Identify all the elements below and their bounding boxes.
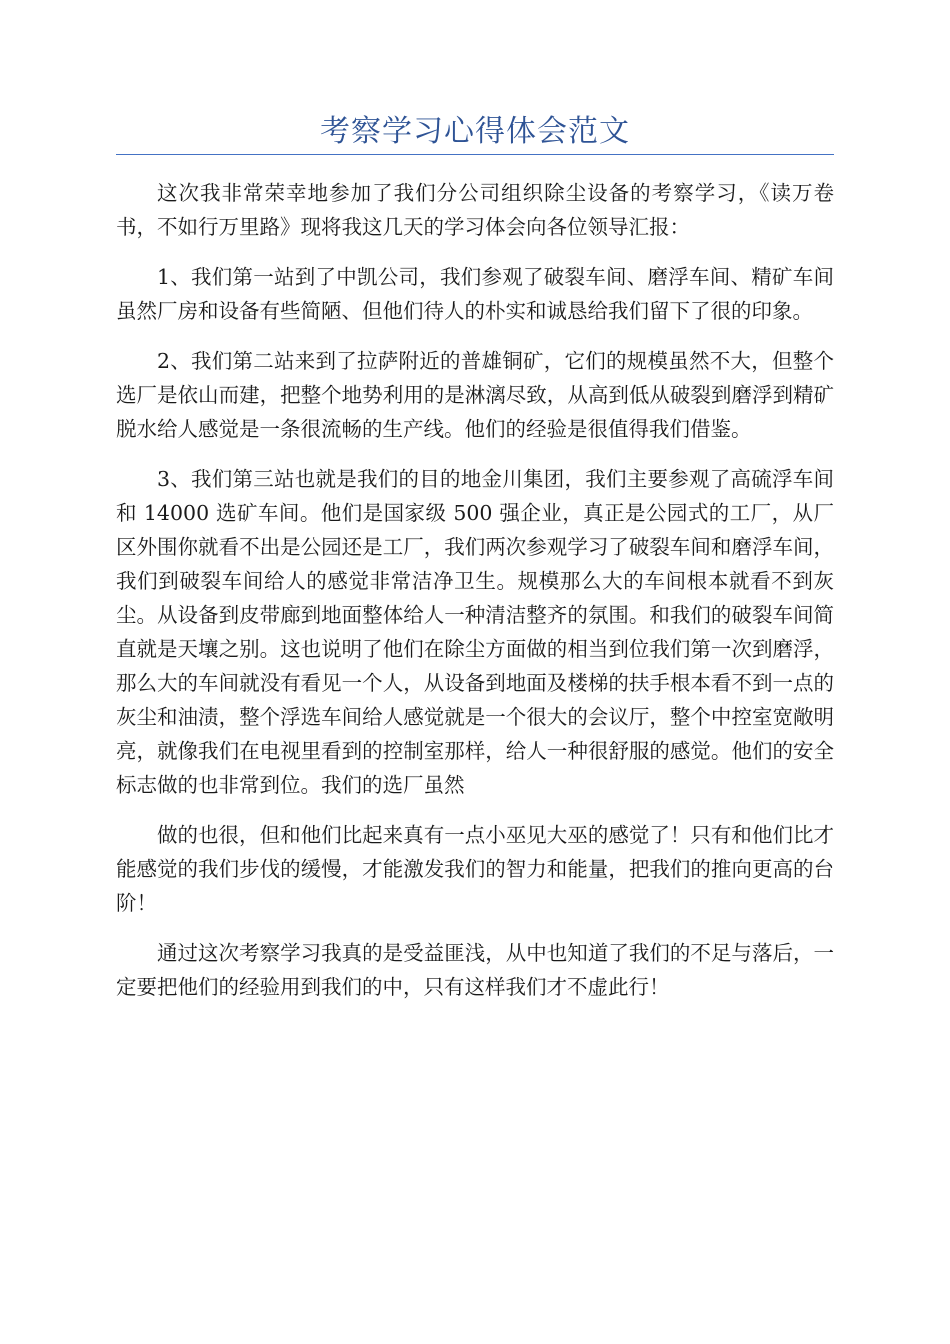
title-underline: [116, 154, 834, 155]
paragraph-second-stop: 2、我们第二站来到了拉萨附近的普雄铜矿，它们的规模虽然不大，但整个选厂是依山而建，把整个地势利用的是淋漓尽致，从高到低从破裂到磨浮到精矿脱水给人感觉是一条很流畅的生产线。他们的经验是很值得我们借鉴。: [116, 349, 834, 441]
document-title: 考察学习心得体会范文: [320, 114, 630, 149]
paragraph-intro: 这次我非常荣幸地参加了我们分公司组织除尘设备的考察学习，《读万卷书，不如行万里路》现将我这几天的学习体会向各位领导汇报：: [116, 181, 834, 239]
paragraph-first-stop: 1、我们第一站到了中凯公司，我们参观了破裂车间、磨浮车间、精矿车间虽然厂房和设备有些简陋、但他们待人的朴实和诚恳给我们留下了很的印象。: [116, 265, 834, 323]
paragraph-conclusion: 通过这次考察学习我真的是受益匪浅，从中也知道了我们的不足与落后，一定要把他们的经验用到我们的中，只有这样我们才不虚此行！: [116, 941, 834, 999]
document-body: [116, 176, 834, 1020]
paragraph-third-stop: 3、我们第三站也就是我们的目的地金川集团，我们主要参观了高硫浮车间和 14000 选矿车间。他们是国家级 500 强企业，真正是公园式的工厂，从厂区外围你就看不出是公园还是工厂，我们两次参观学习了破裂车间和磨浮车间，我们到破裂车间给人的感觉非常洁净卫生。规模那么大的车间根本就看不到灰尘。从设备到皮带廊到地面整体给人一种清洁整齐的氛围。和我们的破裂车间简直就是天壤之别。这也说明了他们在除尘方面做的相当到位我们第一次到磨浮，那么大的车间就没有看见一个人，从设备到地面及楼梯的扶手根本看不到一点的灰尘和油渍，整个浮选车间给人感觉就是一个很大的会议厅，整个中控室宽敞明亮，就像我们在电视里看到的控制室那样，给人一种很舒服的感觉。他们的安全标志做的也非常到位。我们的选厂虽然: [116, 467, 834, 797]
paragraph-comparison: 做的也很，但和他们比起来真有一点小巫见大巫的感觉了！只有和他们比才能感觉的我们步伐的缓慢，才能激发我们的智力和能量，把我们的推向更高的台阶！: [116, 823, 834, 915]
